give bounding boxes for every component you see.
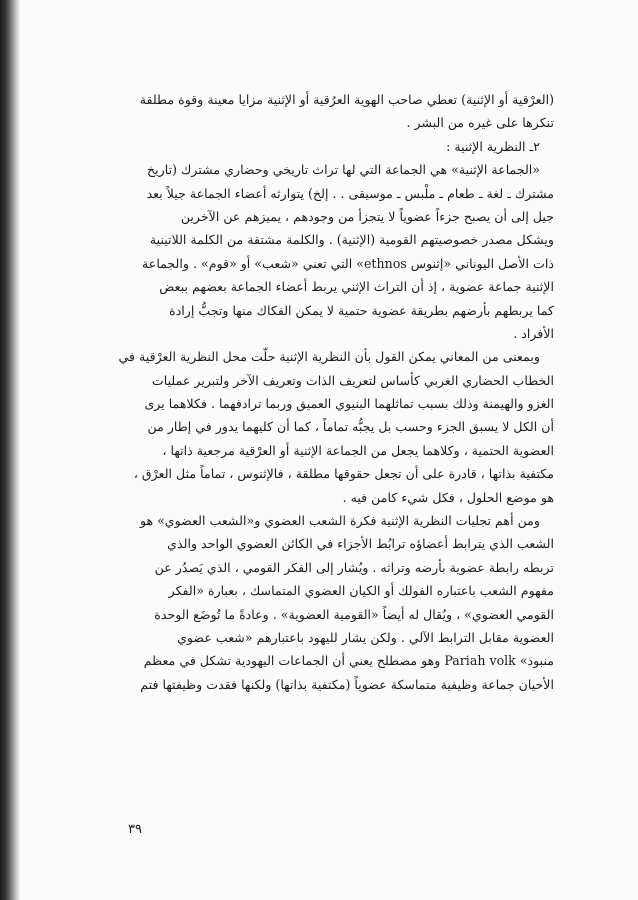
text-line: الغزو والهيمنة وذلك بسبب تماثلهما البنيوي العميق وربما ترادفهما . فكلاهما يرى (144, 396, 554, 412)
text-line: العضوية الحتمية ، وكلاهما يجعل من الجماعة الإثنية أو العرْقية مرجعية ذاتها ، (162, 442, 554, 458)
text-line: وبمعنى من المعاني يمكن القول بأن النظرية الإثنية حلّت محل النظرية العرْقية في (118, 349, 540, 365)
text-line: هو موضع الحلول ، فكل شيء كامن فيه . (342, 489, 554, 505)
text-line: الأفراد . (513, 325, 554, 341)
text-line: ومن أهم تجليات النظرية الإثنية فكرة الشعب العضوي و«الشعب العضوي» هو (139, 513, 540, 529)
text-line: القومي العضوي» ، ويُقال له أيضاً «القومية العضوية» . وعادةً ما تُوضَع الوحدة (154, 606, 554, 622)
book-binding-shadow (0, 0, 20, 900)
text-line: جيل إلى أن يصبح جزءاً عضوياً لا يتجزأ من وجودهم ، يميزهم عن الآخرين (180, 208, 554, 224)
text-line: (العرْقية أو الإثنية) تعطي صاحب الهوية العرُقية أو الإثنية مزايا معينة وقوة مطلقة (139, 92, 554, 107)
text-line: «الجماعة الإثنية» هي الجماعة التي لها تراث تاريخي وحضاري مشترك (تاريخ (147, 162, 540, 178)
text-line: مكتفية بذاتها ، قادرة على أن تجعل حقوقها مطلقة ، فالإثنوس ، تماماً مثل العرْق ، (133, 466, 554, 482)
text-line: الإثنية جماعة عضوية ، إذ أن التراث الإثني يربط أعضاء الجماعة بعضهم ببعض (159, 279, 554, 295)
text-line: مشترك ـ لغة ـ طعام ـ ملْبس ـ موسيقى . . إلخ) يتوارثه أعضاء الجماعة جيلاً بعد (146, 185, 554, 201)
text-line: منبوذ» Pariah volk وهو مصطلح يعني أن الجماعات اليهودية تشكل في معظم (143, 653, 554, 669)
page-number: ٣٩ (128, 822, 142, 837)
text-line: الشعب الذي يترابط أعضاؤه ترابُط الأجزاء في الكائن العضوي الواحد والذي (167, 536, 554, 552)
text-line: تنكرها على غيره من البشر . (406, 115, 554, 131)
text-line: كما يربطهم بأرضهم بطريقة عضوية حتمية لا يمكن الفكاك منها وتجبُّ إرادة (169, 302, 554, 318)
text-line: أن الكل لا يسبق الجزء وحسب بل يجبُّه تماماً ، كما أن كليهما يدور في إطار من (147, 419, 554, 435)
section-heading: ٢ـ النظرية الإثنية : (446, 138, 540, 154)
text-line: تربطه رابطة عضوية بأرضه وتراثه . ويُشار إلى الفكر القومي ، الذي يَصدُر عن (154, 559, 554, 575)
text-line: ويشكل مصدر خصوصيتهم القومية (الإثنية) . والكلمة مشتقة من الكلمة اللاتينية (149, 232, 554, 248)
text-line: الأحيان جماعة وظيفية متماسكة عضوياً (مكتفية بذاتها) ولكنها فقدت وظيفتها فتم (140, 676, 554, 692)
text-line: ذات الأصل اليوناني «إثنوس ethnos» التي تعني «شعب» أو «قوم» . والجماعة (142, 255, 554, 271)
text-line: مفهوم الشعب باعتباره الفولك أو الكيان العضوي المتماسك ، بعبارة «الفكر (168, 583, 554, 599)
text-line: العضوية مقابل الترابط الآلي . ولكن يشار لليهود باعتبارهم «شعب عضوي (177, 629, 554, 645)
body-text (118, 88, 554, 696)
text-line: الخطاب الحضاري الغربي كأساس لتعريف الذات وتعريف الآخر ولتبرير عمليات (151, 372, 554, 388)
